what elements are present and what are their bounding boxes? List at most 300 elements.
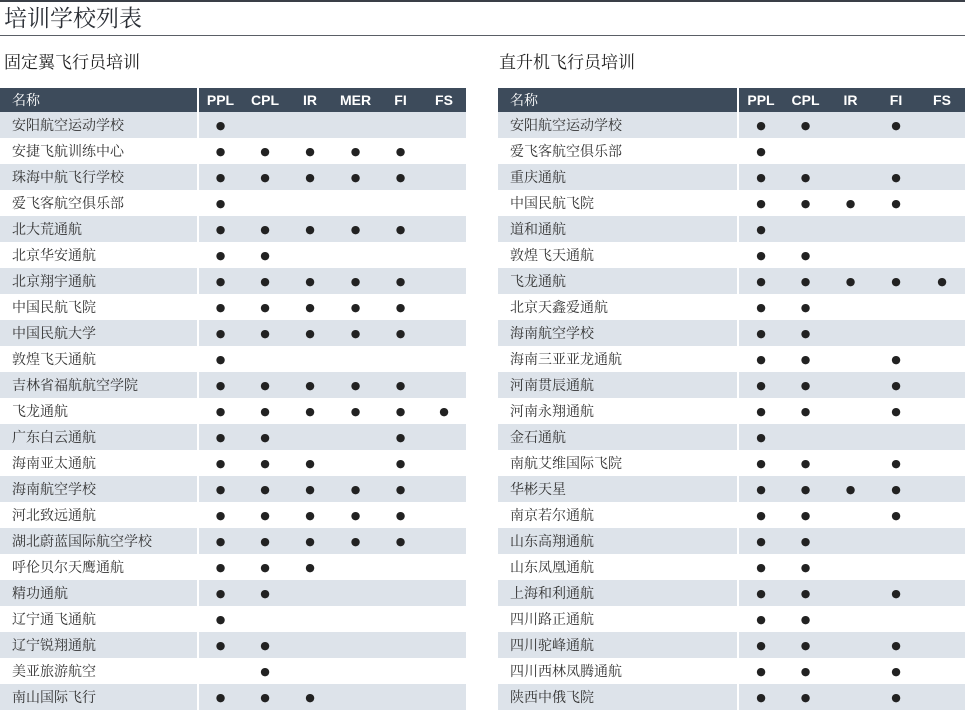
table-row [498,268,965,294]
check-dot-icon: ● [288,268,332,294]
school-name: 南山国际飞行 [0,684,198,710]
empty-cell [422,658,466,684]
check-dot-icon: ● [738,528,783,554]
check-dot-icon: ● [242,294,288,320]
check-dot-icon: ● [198,346,242,372]
helicopter-table [498,88,965,710]
school-name: 北京翔宇通航 [0,268,198,294]
empty-cell [919,190,965,216]
fixed-wing-table [0,88,467,710]
page-title: 培训学校列表 [4,6,142,32]
check-dot-icon: ● [783,580,828,606]
check-dot-icon: ● [242,450,288,476]
check-dot-icon: ● [783,476,828,502]
column-header-fi: FI [379,88,422,112]
check-dot-icon: ● [379,450,422,476]
empty-cell [919,450,965,476]
check-dot-icon: ● [738,294,783,320]
check-dot-icon: ● [198,138,242,164]
empty-cell [919,632,965,658]
column-header-name: 名称 [498,88,738,112]
empty-cell [242,346,288,372]
column-header-ppl: PPL [738,88,783,112]
table-row [0,346,466,372]
table-row [498,554,965,580]
check-dot-icon: ● [738,164,783,190]
check-dot-icon: ● [738,398,783,424]
check-dot-icon: ● [738,606,783,632]
empty-cell [919,346,965,372]
check-dot-icon: ● [738,216,783,242]
empty-cell [422,320,466,346]
check-dot-icon: ● [288,164,332,190]
check-dot-icon: ● [198,606,242,632]
check-dot-icon: ● [873,346,919,372]
check-dot-icon: ● [783,606,828,632]
check-dot-icon: ● [873,372,919,398]
empty-cell [828,580,873,606]
empty-cell [919,476,965,502]
check-dot-icon: ● [783,554,828,580]
empty-cell [422,580,466,606]
check-dot-icon: ● [332,372,379,398]
table-row [498,138,965,164]
check-dot-icon: ● [783,632,828,658]
school-name: 南航艾维国际飞院 [498,450,738,476]
table-row [498,606,965,632]
fixed-wing-section-title: 固定翼飞行员培训 [4,53,140,73]
empty-cell [422,424,466,450]
check-dot-icon: ● [242,658,288,684]
empty-cell [332,242,379,268]
empty-cell [332,580,379,606]
table-row [0,398,466,424]
empty-cell [288,658,332,684]
table-row [0,320,466,346]
check-dot-icon: ● [738,242,783,268]
empty-cell [828,450,873,476]
school-name: 中国民航飞院 [498,190,738,216]
table-row [498,424,965,450]
check-dot-icon: ● [332,138,379,164]
check-dot-icon: ● [379,476,422,502]
table-row [498,658,965,684]
empty-cell [422,684,466,710]
check-dot-icon: ● [198,216,242,242]
empty-cell [828,424,873,450]
empty-cell [828,372,873,398]
check-dot-icon: ● [198,320,242,346]
empty-cell [332,450,379,476]
empty-cell [332,632,379,658]
empty-cell [379,580,422,606]
check-dot-icon: ● [198,528,242,554]
check-dot-icon: ● [198,112,242,138]
check-dot-icon: ● [288,372,332,398]
table-row [498,398,965,424]
check-dot-icon: ● [783,112,828,138]
check-dot-icon: ● [379,216,422,242]
table-row [0,528,466,554]
empty-cell [919,424,965,450]
table-row [0,190,466,216]
check-dot-icon: ● [198,476,242,502]
empty-cell [919,684,965,710]
empty-cell [873,554,919,580]
check-dot-icon: ● [873,632,919,658]
table-row [0,294,466,320]
check-dot-icon: ● [198,502,242,528]
empty-cell [873,138,919,164]
school-name: 安阳航空运动学校 [498,112,738,138]
check-dot-icon: ● [738,268,783,294]
empty-cell [288,346,332,372]
table-row [498,632,965,658]
empty-cell [828,658,873,684]
empty-cell [288,424,332,450]
empty-cell [919,216,965,242]
check-dot-icon: ● [738,502,783,528]
empty-cell [828,242,873,268]
empty-cell [919,580,965,606]
table-row [0,580,466,606]
check-dot-icon: ● [783,450,828,476]
check-dot-icon: ● [198,242,242,268]
school-name: 中国民航大学 [0,320,198,346]
empty-cell [422,164,466,190]
column-header-ir: IR [828,88,873,112]
check-dot-icon: ● [828,268,873,294]
table-row [0,450,466,476]
check-dot-icon: ● [332,476,379,502]
school-name: 道和通航 [498,216,738,242]
check-dot-icon: ● [242,268,288,294]
check-dot-icon: ● [873,476,919,502]
school-name: 陕西中俄飞院 [498,684,738,710]
check-dot-icon: ● [783,346,828,372]
column-header-fs: FS [919,88,965,112]
empty-cell [422,502,466,528]
empty-cell [379,112,422,138]
empty-cell [242,112,288,138]
table-row [0,112,466,138]
empty-cell [828,684,873,710]
empty-cell [828,164,873,190]
school-name: 金石通航 [498,424,738,450]
check-dot-icon: ● [288,554,332,580]
check-dot-icon: ● [332,216,379,242]
empty-cell [873,424,919,450]
empty-cell [873,320,919,346]
table-row [498,684,965,710]
check-dot-icon: ● [379,502,422,528]
check-dot-icon: ● [873,658,919,684]
school-name: 上海和利通航 [498,580,738,606]
column-header-cpl: CPL [242,88,288,112]
check-dot-icon: ● [242,164,288,190]
school-name: 敦煌飞天通航 [0,346,198,372]
table-row [0,216,466,242]
empty-cell [919,606,965,632]
check-dot-icon: ● [242,476,288,502]
empty-cell [288,606,332,632]
check-dot-icon: ● [332,294,379,320]
empty-cell [828,398,873,424]
check-dot-icon: ● [332,528,379,554]
check-dot-icon: ● [783,268,828,294]
table-row [0,424,466,450]
check-dot-icon: ● [738,684,783,710]
empty-cell [919,242,965,268]
school-name: 四川驼峰通航 [498,632,738,658]
table-header-row [0,88,466,112]
school-name: 华彬天星 [498,476,738,502]
empty-cell [422,632,466,658]
check-dot-icon: ● [783,294,828,320]
check-dot-icon: ● [198,580,242,606]
school-name: 广东白云通航 [0,424,198,450]
empty-cell [422,476,466,502]
table-row [498,216,965,242]
check-dot-icon: ● [242,320,288,346]
empty-cell [242,190,288,216]
top-rule [0,0,965,2]
table-row [0,658,466,684]
school-name: 河南永翔通航 [498,398,738,424]
check-dot-icon: ● [783,658,828,684]
check-dot-icon: ● [198,684,242,710]
check-dot-icon: ● [242,632,288,658]
school-name: 海南亚太通航 [0,450,198,476]
school-name: 吉林省福航航空学院 [0,372,198,398]
check-dot-icon: ● [379,294,422,320]
school-name: 海南航空学校 [498,320,738,346]
empty-cell [828,294,873,320]
column-header-cpl: CPL [783,88,828,112]
table-row [0,138,466,164]
table-row [498,372,965,398]
empty-cell [288,242,332,268]
empty-cell [873,528,919,554]
check-dot-icon: ● [738,138,783,164]
empty-cell [379,684,422,710]
empty-cell [332,658,379,684]
check-dot-icon: ● [288,320,332,346]
check-dot-icon: ● [828,190,873,216]
check-dot-icon: ● [379,138,422,164]
school-name: 山东凤凰通航 [498,554,738,580]
check-dot-icon: ● [242,372,288,398]
check-dot-icon: ● [288,476,332,502]
empty-cell [919,164,965,190]
empty-cell [828,112,873,138]
check-dot-icon: ● [783,242,828,268]
empty-cell [828,346,873,372]
check-dot-icon: ● [242,528,288,554]
empty-cell [919,138,965,164]
table-row [0,606,466,632]
empty-cell [332,684,379,710]
school-name: 北京华安通航 [0,242,198,268]
school-name: 珠海中航飞行学校 [0,164,198,190]
school-name: 河北致远通航 [0,502,198,528]
check-dot-icon: ● [379,268,422,294]
check-dot-icon: ● [288,138,332,164]
empty-cell [379,190,422,216]
empty-cell [919,554,965,580]
school-name: 中国民航飞院 [0,294,198,320]
school-name: 四川西林凤腾通航 [498,658,738,684]
empty-cell [873,216,919,242]
empty-cell [379,346,422,372]
table-row [498,112,965,138]
empty-cell [828,320,873,346]
check-dot-icon: ● [288,528,332,554]
school-name: 爱飞客航空俱乐部 [498,138,738,164]
empty-cell [379,606,422,632]
school-name: 湖北蔚蓝国际航空学校 [0,528,198,554]
check-dot-icon: ● [288,502,332,528]
check-dot-icon: ● [873,164,919,190]
empty-cell [422,190,466,216]
check-dot-icon: ● [198,190,242,216]
table-row [0,476,466,502]
school-name: 辽宁锐翔通航 [0,632,198,658]
check-dot-icon: ● [332,268,379,294]
table-row [498,502,965,528]
school-name: 河南贯辰通航 [498,372,738,398]
table-row [0,372,466,398]
school-name: 四川路正通航 [498,606,738,632]
check-dot-icon: ● [873,450,919,476]
check-dot-icon: ● [198,372,242,398]
check-dot-icon: ● [332,398,379,424]
empty-cell [422,554,466,580]
school-name: 安阳航空运动学校 [0,112,198,138]
check-dot-icon: ● [198,632,242,658]
check-dot-icon: ● [198,398,242,424]
empty-cell [379,658,422,684]
school-name: 南京若尔通航 [498,502,738,528]
empty-cell [919,528,965,554]
table-row [0,502,466,528]
school-name: 爱飞客航空俱乐部 [0,190,198,216]
empty-cell [919,502,965,528]
check-dot-icon: ● [783,320,828,346]
check-dot-icon: ● [332,320,379,346]
table-row [498,242,965,268]
check-dot-icon: ● [738,580,783,606]
check-dot-icon: ● [198,164,242,190]
check-dot-icon: ● [738,632,783,658]
empty-cell [873,294,919,320]
empty-cell [919,658,965,684]
empty-cell [828,216,873,242]
check-dot-icon: ● [242,216,288,242]
empty-cell [873,606,919,632]
school-name: 山东高翔通航 [498,528,738,554]
table-row [498,346,965,372]
table-row [498,190,965,216]
table-header-row [498,88,965,112]
school-name: 海南三亚亚龙通航 [498,346,738,372]
check-dot-icon: ● [828,476,873,502]
check-dot-icon: ● [288,450,332,476]
empty-cell [422,372,466,398]
check-dot-icon: ● [198,294,242,320]
empty-cell [332,112,379,138]
check-dot-icon: ● [288,216,332,242]
empty-cell [828,528,873,554]
empty-cell [422,112,466,138]
school-name: 飞龙通航 [498,268,738,294]
table-row [498,164,965,190]
check-dot-icon: ● [198,424,242,450]
check-dot-icon: ● [873,398,919,424]
empty-cell [422,528,466,554]
school-name: 呼伦贝尔天鹰通航 [0,554,198,580]
check-dot-icon: ● [783,398,828,424]
table-row [498,580,965,606]
check-dot-icon: ● [783,190,828,216]
school-name: 飞龙通航 [0,398,198,424]
empty-cell [242,606,288,632]
empty-cell [379,242,422,268]
empty-cell [332,346,379,372]
empty-cell [288,112,332,138]
empty-cell [332,190,379,216]
empty-cell [422,450,466,476]
empty-cell [828,632,873,658]
empty-cell [919,372,965,398]
empty-cell [919,398,965,424]
table-row [498,528,965,554]
table-row [498,450,965,476]
helicopter-section-title: 直升机飞行员培训 [499,53,635,73]
check-dot-icon: ● [738,112,783,138]
school-name: 海南航空学校 [0,476,198,502]
check-dot-icon: ● [873,684,919,710]
check-dot-icon: ● [783,502,828,528]
check-dot-icon: ● [873,268,919,294]
check-dot-icon: ● [738,346,783,372]
check-dot-icon: ● [242,398,288,424]
empty-cell [919,112,965,138]
empty-cell [332,424,379,450]
check-dot-icon: ● [242,554,288,580]
school-name: 精功通航 [0,580,198,606]
column-header-ppl: PPL [198,88,242,112]
empty-cell [422,138,466,164]
table-row [498,320,965,346]
check-dot-icon: ● [783,684,828,710]
check-dot-icon: ● [242,684,288,710]
table-row [0,164,466,190]
check-dot-icon: ● [738,320,783,346]
empty-cell [422,216,466,242]
empty-cell [422,268,466,294]
empty-cell [288,580,332,606]
check-dot-icon: ● [332,164,379,190]
column-header-fs: FS [422,88,466,112]
empty-cell [332,606,379,632]
empty-cell [288,632,332,658]
empty-cell [288,190,332,216]
empty-cell [332,554,379,580]
empty-cell [783,216,828,242]
table-row [498,476,965,502]
check-dot-icon: ● [738,372,783,398]
